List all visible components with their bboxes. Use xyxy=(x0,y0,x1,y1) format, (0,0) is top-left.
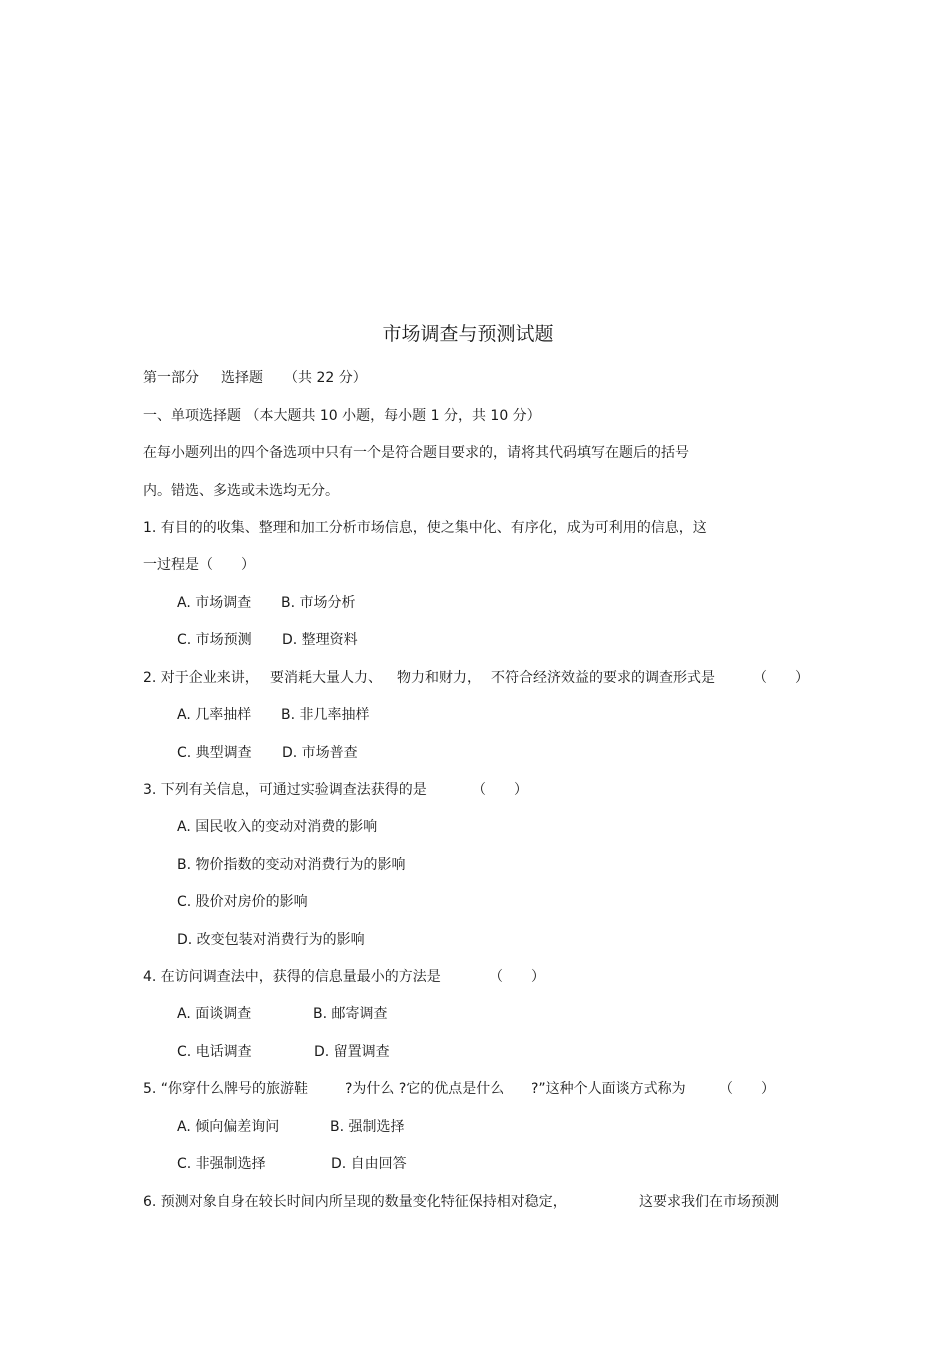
question-4-option-c: C. 电话调查 xyxy=(177,1044,252,1060)
question-1-stem-line2: 一过程是（ ） xyxy=(143,557,255,573)
question-1-option-b: B. 市场分析 xyxy=(281,595,356,611)
question-5-option-d: D. 自由回答 xyxy=(331,1156,407,1172)
question-1-stem-line1: 1. 有目的的收集、整理和加工分析市场信息，使之集中化、有序化，成为可利用的信息，这 xyxy=(143,520,707,536)
question-3-option-b: B. 物价指数的变动对消费行为的影响 xyxy=(177,857,406,873)
question-1-option-c: C. 市场预测 xyxy=(177,632,252,648)
question-3-answer-paren: （ ） xyxy=(472,782,528,798)
section-heading: 一、单项选择题 （本大题共 10 小题，每小题 1 分，共 10 分） xyxy=(143,408,541,424)
question-4-answer-paren: （ ） xyxy=(489,969,545,985)
question-5-stem-a: 5. “你穿什么牌号的旅游鞋 xyxy=(143,1081,309,1097)
question-5-stem-c: ?”这种个人面谈方式称为 xyxy=(531,1081,686,1097)
question-2-option-d: D. 市场普查 xyxy=(282,745,358,761)
question-2-stem-d: 不符合经济效益的要求的调查形式是 xyxy=(491,670,715,686)
question-2-stem-b: 要消耗大量人力、 xyxy=(270,670,382,686)
question-1-option-d: D. 整理资料 xyxy=(282,632,358,648)
question-2-stem-c: 物力和财力， xyxy=(397,670,481,686)
document-title: 市场调查与预测试题 xyxy=(382,323,554,345)
question-2-answer-paren: （ ） xyxy=(753,670,809,686)
question-4-option-d: D. 留置调查 xyxy=(314,1044,390,1060)
question-2-option-c: C. 典型调查 xyxy=(177,745,252,761)
part-name: 第一部分 xyxy=(143,370,199,386)
section-instruction-line1: 在每小题列出的四个备选项中只有一个是符合题目要求的，请将其代码填写在题后的括号 xyxy=(143,445,689,461)
question-1-option-a: A. 市场调查 xyxy=(177,595,252,611)
question-3-stem: 3. 下列有关信息，可通过实验调查法获得的是 xyxy=(143,782,427,798)
question-2-stem-a: 2. 对于企业来讲， xyxy=(143,670,259,686)
question-4-option-b: B. 邮寄调查 xyxy=(313,1006,388,1022)
question-4-stem: 4. 在访问调查法中，获得的信息量最小的方法是 xyxy=(143,969,441,985)
question-2-option-b: B. 非几率抽样 xyxy=(281,707,370,723)
question-5-option-b: B. 强制选择 xyxy=(330,1119,405,1135)
question-2-option-a: A. 几率抽样 xyxy=(177,707,252,723)
section-instruction-line2: 内。错选、多选或未选均无分。 xyxy=(143,483,339,499)
question-3-option-c: C. 股价对房价的影响 xyxy=(177,894,308,910)
question-4-option-a: A. 面谈调查 xyxy=(177,1006,252,1022)
question-3-option-d: D. 改变包装对消费行为的影响 xyxy=(177,932,365,948)
question-5-option-a: A. 倾向偏差询问 xyxy=(177,1119,280,1135)
question-5-option-c: C. 非强制选择 xyxy=(177,1156,266,1172)
question-5-answer-paren: （ ） xyxy=(719,1081,775,1097)
part-points: （共 22 分） xyxy=(284,370,367,386)
part-label: 选择题 xyxy=(221,370,263,386)
question-3-option-a: A. 国民收入的变动对消费的影响 xyxy=(177,819,378,835)
question-6-stem-a: 6. 预测对象自身在较长时间内所呈现的数量变化特征保持相对稳定， xyxy=(143,1194,567,1210)
question-6-stem-b: 这要求我们在市场预测 xyxy=(639,1194,779,1210)
question-5-stem-b: ?为什么 ?它的优点是什么 xyxy=(345,1081,505,1097)
